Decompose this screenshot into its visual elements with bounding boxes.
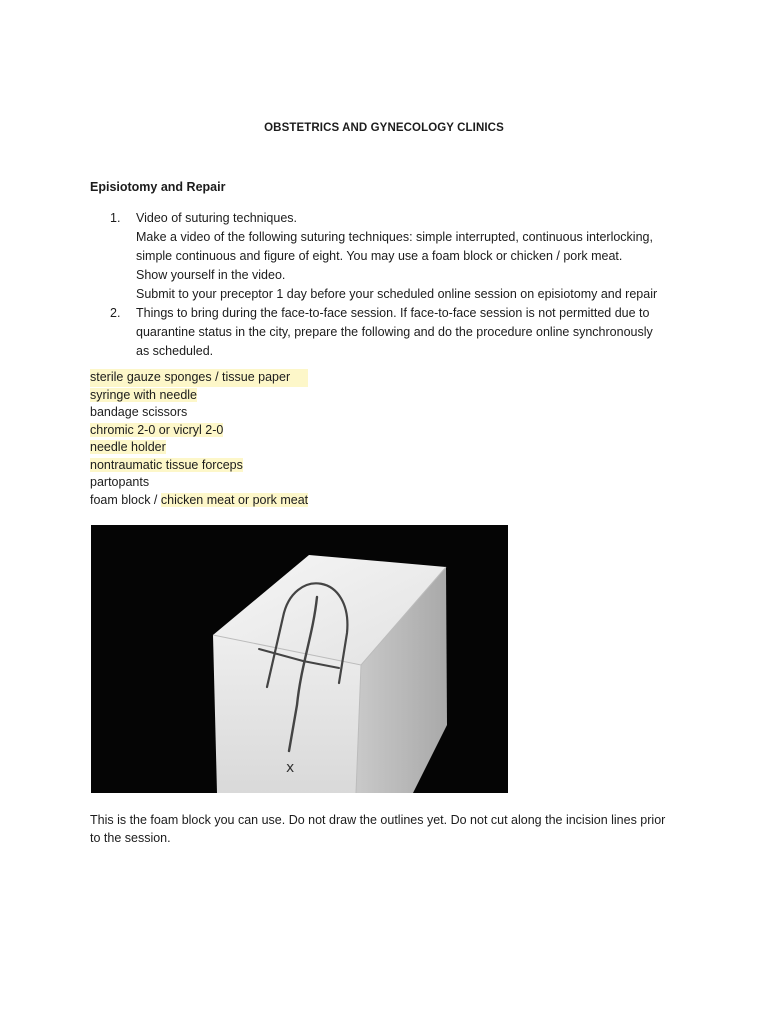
list-item-line: quarantine status in the city, prepare the following and do the procedure online synchronously	[136, 325, 653, 339]
supply-item: sterile gauze sponges / tissue paper	[90, 369, 308, 387]
supply-item: partopants	[90, 475, 150, 489]
list-item	[110, 209, 690, 304]
incision-end-marker: x	[286, 760, 295, 776]
supply-item-text: syringe with needle	[90, 387, 198, 402]
supply-item	[90, 422, 308, 440]
supply-item	[90, 439, 308, 457]
supply-item-prefix: foam block /	[90, 492, 161, 507]
photo-caption	[90, 811, 690, 847]
section-title: Episiotomy and Repair	[90, 180, 226, 194]
supply-list	[90, 369, 308, 509]
list-item-line: Submit to your preceptor 1 day before your scheduled online session on episiotomy and repair	[136, 287, 658, 301]
list-marker: 2.	[110, 306, 121, 320]
list-item-line: simple continuous and figure of eight. You may use a foam block or chicken / pork meat.	[136, 249, 623, 263]
caption-line: to the session.	[90, 831, 171, 845]
supply-item-text: needle holder	[90, 440, 166, 454]
supply-item-text: nontraumatic tissue forceps	[90, 457, 243, 472]
foam-block-photo	[91, 525, 508, 793]
caption-line: This is the foam block you can use. Do not draw the outlines yet. Do not cut along the incision lines prior	[90, 813, 666, 827]
foam-block-illustration	[91, 525, 508, 793]
list-item-line: as scheduled.	[136, 344, 214, 358]
supply-item	[90, 457, 308, 475]
numbered-list	[110, 209, 690, 361]
supply-item: bandage scissors	[90, 405, 188, 419]
list-item	[110, 304, 690, 361]
supply-item-highlight: chicken meat or pork meat	[160, 492, 309, 507]
list-item-line: Video of suturing techniques.	[136, 211, 297, 225]
document-title: OBSTETRICS AND GYNECOLOGY CLINICS	[264, 122, 504, 134]
list-item-line: Things to bring during the face-to-face session. If face-to-face session is not permitted due to	[136, 306, 650, 320]
list-marker: 1.	[110, 211, 121, 225]
supply-item	[90, 387, 308, 405]
list-item-line: Show yourself in the video.	[136, 268, 286, 282]
supply-item	[90, 492, 308, 510]
list-item-line: Make a video of the following suturing techniques: simple interrupted, continuous interlocking,	[136, 230, 653, 244]
supply-item-text: chromic 2-0 or vicryl 2-0	[90, 422, 224, 437]
